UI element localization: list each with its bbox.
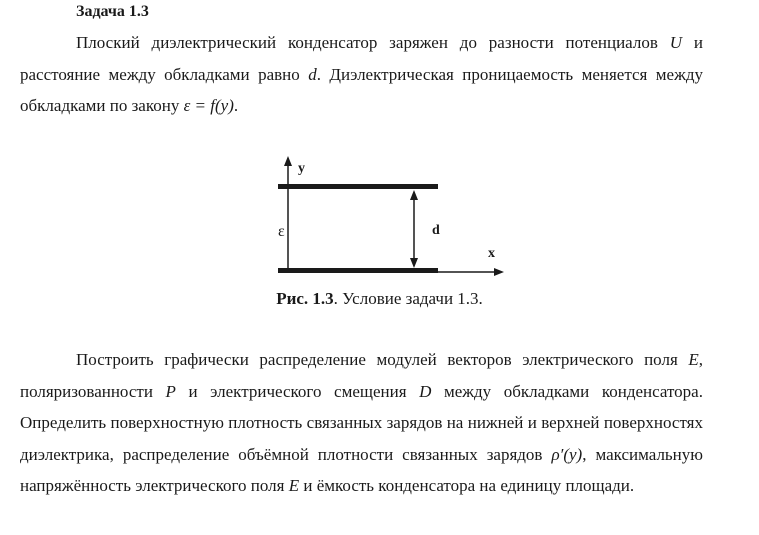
- capacitor-figure: [258, 150, 518, 285]
- intro-text-3: . Диэлектрическая проницаемость меняется между обкладками по закону: [20, 64, 703, 115]
- label-d: d: [432, 223, 440, 238]
- caption-text: . Условие задачи 1.3.: [333, 289, 483, 308]
- caption-label: Рис. 1.3: [276, 289, 334, 308]
- question-text-3: и электрического смещения: [175, 381, 420, 401]
- distance-arrow-bottom: [410, 258, 418, 268]
- rho-formula: ρ′(y): [551, 444, 583, 464]
- bottom-plate: [278, 268, 438, 273]
- label-y: y: [298, 161, 305, 176]
- label-x: x: [488, 246, 495, 261]
- distance-arrow-top: [410, 190, 418, 200]
- question-text-5: , максимальную напряжённость электрического поля: [20, 444, 703, 495]
- capacitor-diagram: [258, 150, 518, 285]
- intro-paragraph: [20, 27, 703, 122]
- var-d: d: [308, 64, 317, 84]
- var-u: U: [669, 33, 683, 52]
- intro-text-4: .: [233, 96, 239, 115]
- var-e-2: E: [288, 476, 300, 495]
- intro-text-1: Плоский диэлектрический конденсатор заряжен до разности потенциалов: [76, 33, 670, 52]
- var-d-upper: D: [419, 381, 432, 401]
- top-plate: [278, 184, 438, 189]
- y-axis-arrowhead: [284, 156, 292, 166]
- figure-caption: [0, 289, 759, 309]
- x-axis-arrowhead: [494, 268, 504, 276]
- question-paragraph: [20, 344, 703, 502]
- question-text-2: , поляризованности: [20, 350, 703, 401]
- label-epsilon: ε: [278, 223, 285, 240]
- question-text-1: Построить графически распределение модулей векторов электрического поля: [76, 350, 689, 369]
- var-e: E: [688, 350, 699, 369]
- question-text-6: и ёмкость конденсатора на единицу площади.: [299, 476, 635, 495]
- epsilon-formula: ε = f(y): [183, 96, 234, 115]
- var-p: P: [165, 381, 176, 401]
- intro-text-2: и расстояние между обкладками равно: [20, 33, 703, 84]
- question-text-4: между обкладками конденсатора. Определить поверхностную плотность связанных зарядов на нижней и верхней поверхностях диэлектрика, распределение объёмной плотности связанных зарядов: [20, 381, 703, 464]
- task-title: Задача 1.3: [76, 3, 149, 20]
